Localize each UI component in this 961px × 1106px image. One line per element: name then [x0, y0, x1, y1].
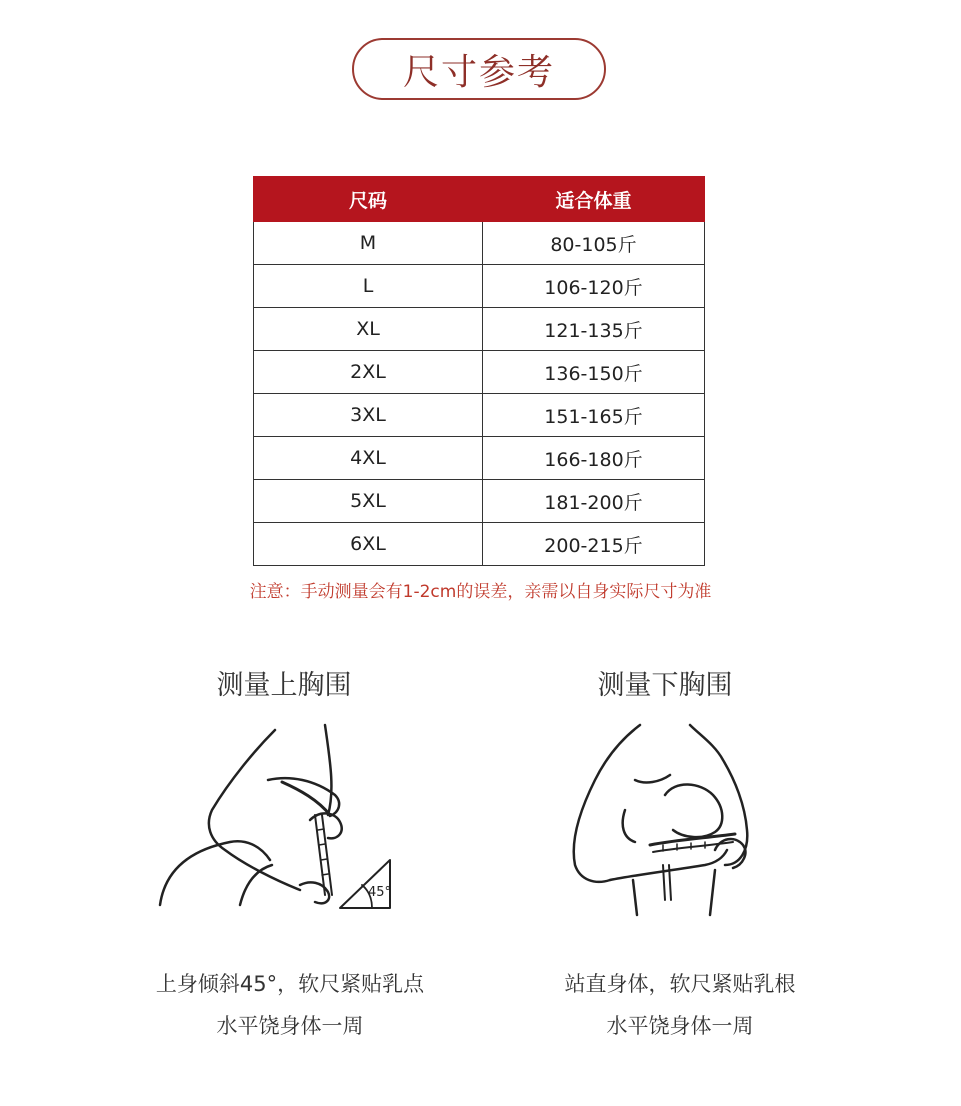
cell-weight: 181-200斤 [483, 480, 705, 523]
cell-size: XL [254, 308, 483, 351]
cell-weight: 80-105斤 [483, 222, 705, 265]
cell-size: M [254, 222, 483, 265]
cell-weight: 200-215斤 [483, 523, 705, 566]
table-row [254, 437, 705, 480]
header-size: 尺码 [254, 177, 483, 222]
table-row [254, 351, 705, 394]
upper-bust-title: 测量上胸围 [216, 670, 352, 701]
table-row [254, 308, 705, 351]
cell-weight: 136-150斤 [483, 351, 705, 394]
lower-bust-caption-line1: 站直身体，软尺紧贴乳根 [564, 972, 796, 996]
lower-bust-illustration [565, 720, 785, 920]
page-title-text: 尺寸参考 [402, 51, 555, 93]
cell-weight: 166-180斤 [483, 437, 705, 480]
size-table [253, 176, 705, 566]
cell-size: 3XL [254, 394, 483, 437]
measurement-note: 注意：手动测量会有1-2cm的误差，亲需以自身实际尺寸为准 [249, 582, 712, 602]
lower-bust-title: 测量下胸围 [597, 670, 733, 701]
cell-weight: 121-135斤 [483, 308, 705, 351]
cell-weight: 106-120斤 [483, 265, 705, 308]
cell-size: 4XL [254, 437, 483, 480]
header-weight: 适合体重 [483, 177, 705, 222]
cell-size: 2XL [254, 351, 483, 394]
lower-bust-caption-line2: 水平饶身体一周 [606, 1014, 754, 1038]
table-row [254, 265, 705, 308]
upper-bust-caption-line1: 上身倾斜45°，软尺紧贴乳点 [155, 972, 425, 996]
page-title [352, 38, 606, 100]
cell-size: 6XL [254, 523, 483, 566]
cell-size: 5XL [254, 480, 483, 523]
angle-label: 45° [368, 885, 392, 900]
table-row [254, 480, 705, 523]
table-header-row [254, 177, 705, 222]
cell-weight: 151-165斤 [483, 394, 705, 437]
table-row [254, 394, 705, 437]
upper-bust-caption-line2: 水平饶身体一周 [216, 1014, 364, 1038]
table-row [254, 523, 705, 566]
table-row [254, 222, 705, 265]
cell-size: L [254, 265, 483, 308]
